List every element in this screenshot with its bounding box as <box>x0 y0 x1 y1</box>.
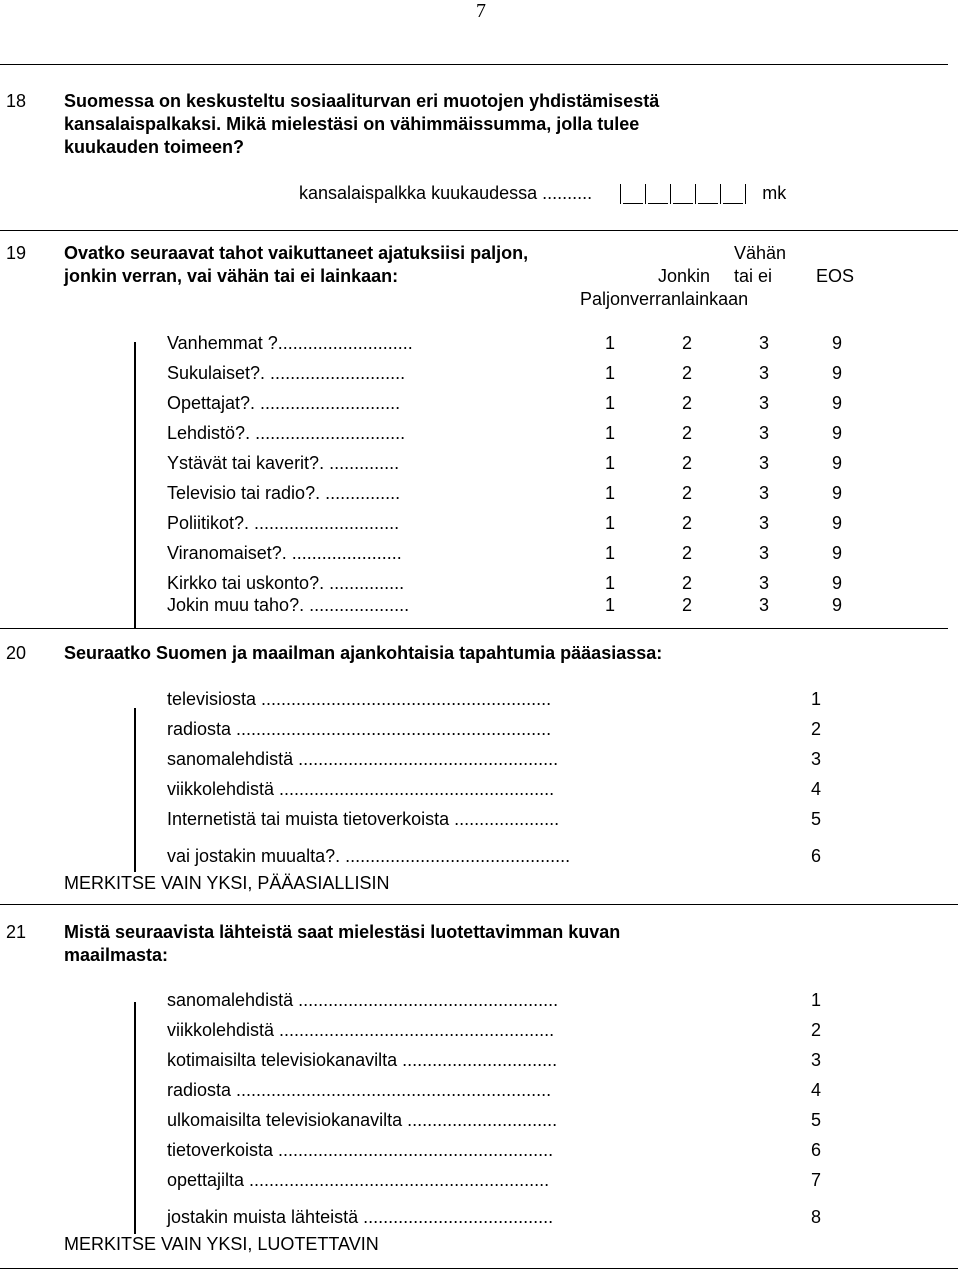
page-number: 7 <box>476 0 486 22</box>
option-3[interactable]: 3 <box>759 333 770 353</box>
question-18-answer-row <box>299 182 786 204</box>
item-label: Sukulaiset?. ........................... <box>167 363 406 383</box>
option-1[interactable]: 1 <box>605 513 616 533</box>
option-3[interactable]: 3 <box>759 513 770 533</box>
option-2[interactable]: 2 <box>682 423 693 443</box>
question-20-number: 20 <box>6 643 27 663</box>
option-9[interactable]: 9 <box>832 483 843 503</box>
divider <box>0 628 948 629</box>
option-label: vai jostakin muualta?. ............................................. <box>167 846 571 866</box>
item-label: Televisio tai radio?. ............... <box>167 483 401 503</box>
amount-entry-boxes[interactable] <box>620 183 751 203</box>
option-code[interactable]: 6 <box>811 1140 822 1160</box>
option-2[interactable]: 2 <box>682 453 693 473</box>
divider <box>0 904 958 905</box>
option-code[interactable]: 2 <box>811 719 822 739</box>
question-20-text: Seuraatko Suomen ja maailman ajankohtaisia tapahtumia pääasiassa: <box>64 643 663 663</box>
option-1[interactable]: 1 <box>605 573 616 593</box>
bracket-bar <box>134 1002 136 1234</box>
option-9[interactable]: 9 <box>832 423 843 443</box>
option-1[interactable]: 1 <box>605 543 616 563</box>
option-code[interactable]: 5 <box>811 1110 822 1130</box>
header-eos: EOS <box>816 266 855 286</box>
header-jonkin: Jonkin <box>658 266 711 286</box>
divider <box>0 230 958 231</box>
bracket-bar <box>134 708 136 872</box>
question-18-line-3: kuukauden toimeen? <box>64 137 245 157</box>
option-code[interactable]: 6 <box>811 846 822 866</box>
option-code[interactable]: 5 <box>811 809 822 829</box>
option-9[interactable]: 9 <box>832 333 843 353</box>
option-code[interactable]: 4 <box>811 779 822 799</box>
option-label: sanomalehdistä .................................................... <box>167 990 559 1010</box>
option-code[interactable]: 1 <box>811 689 822 709</box>
option-code[interactable]: 8 <box>811 1207 822 1227</box>
option-9[interactable]: 9 <box>832 363 843 383</box>
option-label: sanomalehdistä .................................................... <box>167 749 559 769</box>
option-label: radiosta ............................................................... <box>167 719 552 739</box>
option-label: opettajilta ............................................................ <box>167 1170 550 1190</box>
option-code[interactable]: 3 <box>811 749 822 769</box>
option-code[interactable]: 1 <box>811 990 822 1010</box>
question-21-line-1: Mistä seuraavista lähteistä saat mielestäsi luotettavimman kuvan <box>64 922 621 942</box>
option-1[interactable]: 1 <box>605 363 616 383</box>
option-3[interactable]: 3 <box>759 595 770 615</box>
option-code[interactable]: 4 <box>811 1080 822 1100</box>
option-2[interactable]: 2 <box>682 363 693 383</box>
option-label: jostakin muista lähteistä ...................................... <box>167 1207 554 1227</box>
instruction: MERKITSE VAIN YKSI, PÄÄASIALLISIN <box>64 873 390 893</box>
option-label: Internetistä tai muista tietoverkoista ..................... <box>167 809 560 829</box>
header-paljon-verran-lainkaan: Paljonverranlainkaan <box>580 289 749 309</box>
option-2[interactable]: 2 <box>682 333 693 353</box>
divider <box>0 64 948 65</box>
question-18-line-2: kansalaispalkaksi. Mikä mielestäsi on vähimmäissumma, jolla tulee <box>64 114 640 134</box>
option-9[interactable]: 9 <box>832 573 843 593</box>
option-3[interactable]: 3 <box>759 423 770 443</box>
question-19-line-2: jonkin verran, vai vähän tai ei lainkaan: <box>64 266 399 286</box>
option-3[interactable]: 3 <box>759 543 770 563</box>
question-19-number: 19 <box>6 243 27 263</box>
item-label: Opettajat?. ............................ <box>167 393 401 413</box>
option-label: ulkomaisilta televisiokanavilta .............................. <box>167 1110 558 1130</box>
option-code[interactable]: 2 <box>811 1020 822 1040</box>
option-code[interactable]: 3 <box>811 1050 822 1070</box>
option-label: kotimaisilta televisiokanavilta ............................... <box>167 1050 558 1070</box>
option-3[interactable]: 3 <box>759 573 770 593</box>
question-18-line-1: Suomessa on keskusteltu sosiaaliturvan eri muotojen yhdistämisestä <box>64 91 660 111</box>
item-label: Lehdistö?. .............................. <box>167 423 406 443</box>
bracket-bar <box>134 342 136 628</box>
item-label: Kirkko tai uskonto?. ............... <box>167 573 405 593</box>
option-9[interactable]: 9 <box>832 453 843 473</box>
question-21-line-2: maailmasta: <box>64 945 169 965</box>
item-label: Viranomaiset?. ...................... <box>167 543 402 563</box>
option-label: televisiosta .......................................................... <box>167 689 552 709</box>
unit-label: mk <box>762 183 787 203</box>
divider <box>0 1268 958 1269</box>
option-3[interactable]: 3 <box>759 393 770 413</box>
question-18-number: 18 <box>6 91 27 111</box>
option-2[interactable]: 2 <box>682 543 693 563</box>
option-label: tietoverkoista ....................................................... <box>167 1140 554 1160</box>
option-3[interactable]: 3 <box>759 363 770 383</box>
option-label: radiosta ............................................................... <box>167 1080 552 1100</box>
option-label: viikkolehdistä ....................................................... <box>167 1020 555 1040</box>
option-2[interactable]: 2 <box>682 573 693 593</box>
option-1[interactable]: 1 <box>605 423 616 443</box>
option-1[interactable]: 1 <box>605 483 616 503</box>
question-19-line-1: Ovatko seuraavat tahot vaikuttaneet ajatuksiisi paljon, <box>64 243 529 263</box>
option-9[interactable]: 9 <box>832 543 843 563</box>
answer-label: kansalaispalkka kuukaudessa .......... <box>299 183 593 203</box>
option-9[interactable]: 9 <box>832 513 843 533</box>
option-2[interactable]: 2 <box>682 393 693 413</box>
option-code[interactable]: 7 <box>811 1170 822 1190</box>
question-21-number: 21 <box>6 922 27 942</box>
option-3[interactable]: 3 <box>759 483 770 503</box>
header-vahan: Vähän <box>734 243 787 263</box>
option-9[interactable]: 9 <box>832 595 843 615</box>
item-label: Poliitikot?. ............................. <box>167 513 400 533</box>
option-1[interactable]: 1 <box>605 453 616 473</box>
option-3[interactable]: 3 <box>759 453 770 473</box>
item-label: Jokin muu taho?. .................... <box>167 595 410 615</box>
item-label: Ystävät tai kaverit?. .............. <box>167 453 400 473</box>
option-label: viikkolehdistä ....................................................... <box>167 779 555 799</box>
instruction: MERKITSE VAIN YKSI, LUOTETTAVIN <box>64 1234 379 1254</box>
item-label: Vanhemmat ?........................... <box>167 333 413 353</box>
option-1[interactable]: 1 <box>605 595 616 615</box>
header-tai-ei: tai ei <box>734 266 773 286</box>
option-2[interactable]: 2 <box>682 595 693 615</box>
option-1[interactable]: 1 <box>605 333 616 353</box>
option-2[interactable]: 2 <box>682 513 693 533</box>
option-1[interactable]: 1 <box>605 393 616 413</box>
option-2[interactable]: 2 <box>682 483 693 503</box>
option-9[interactable]: 9 <box>832 393 843 413</box>
